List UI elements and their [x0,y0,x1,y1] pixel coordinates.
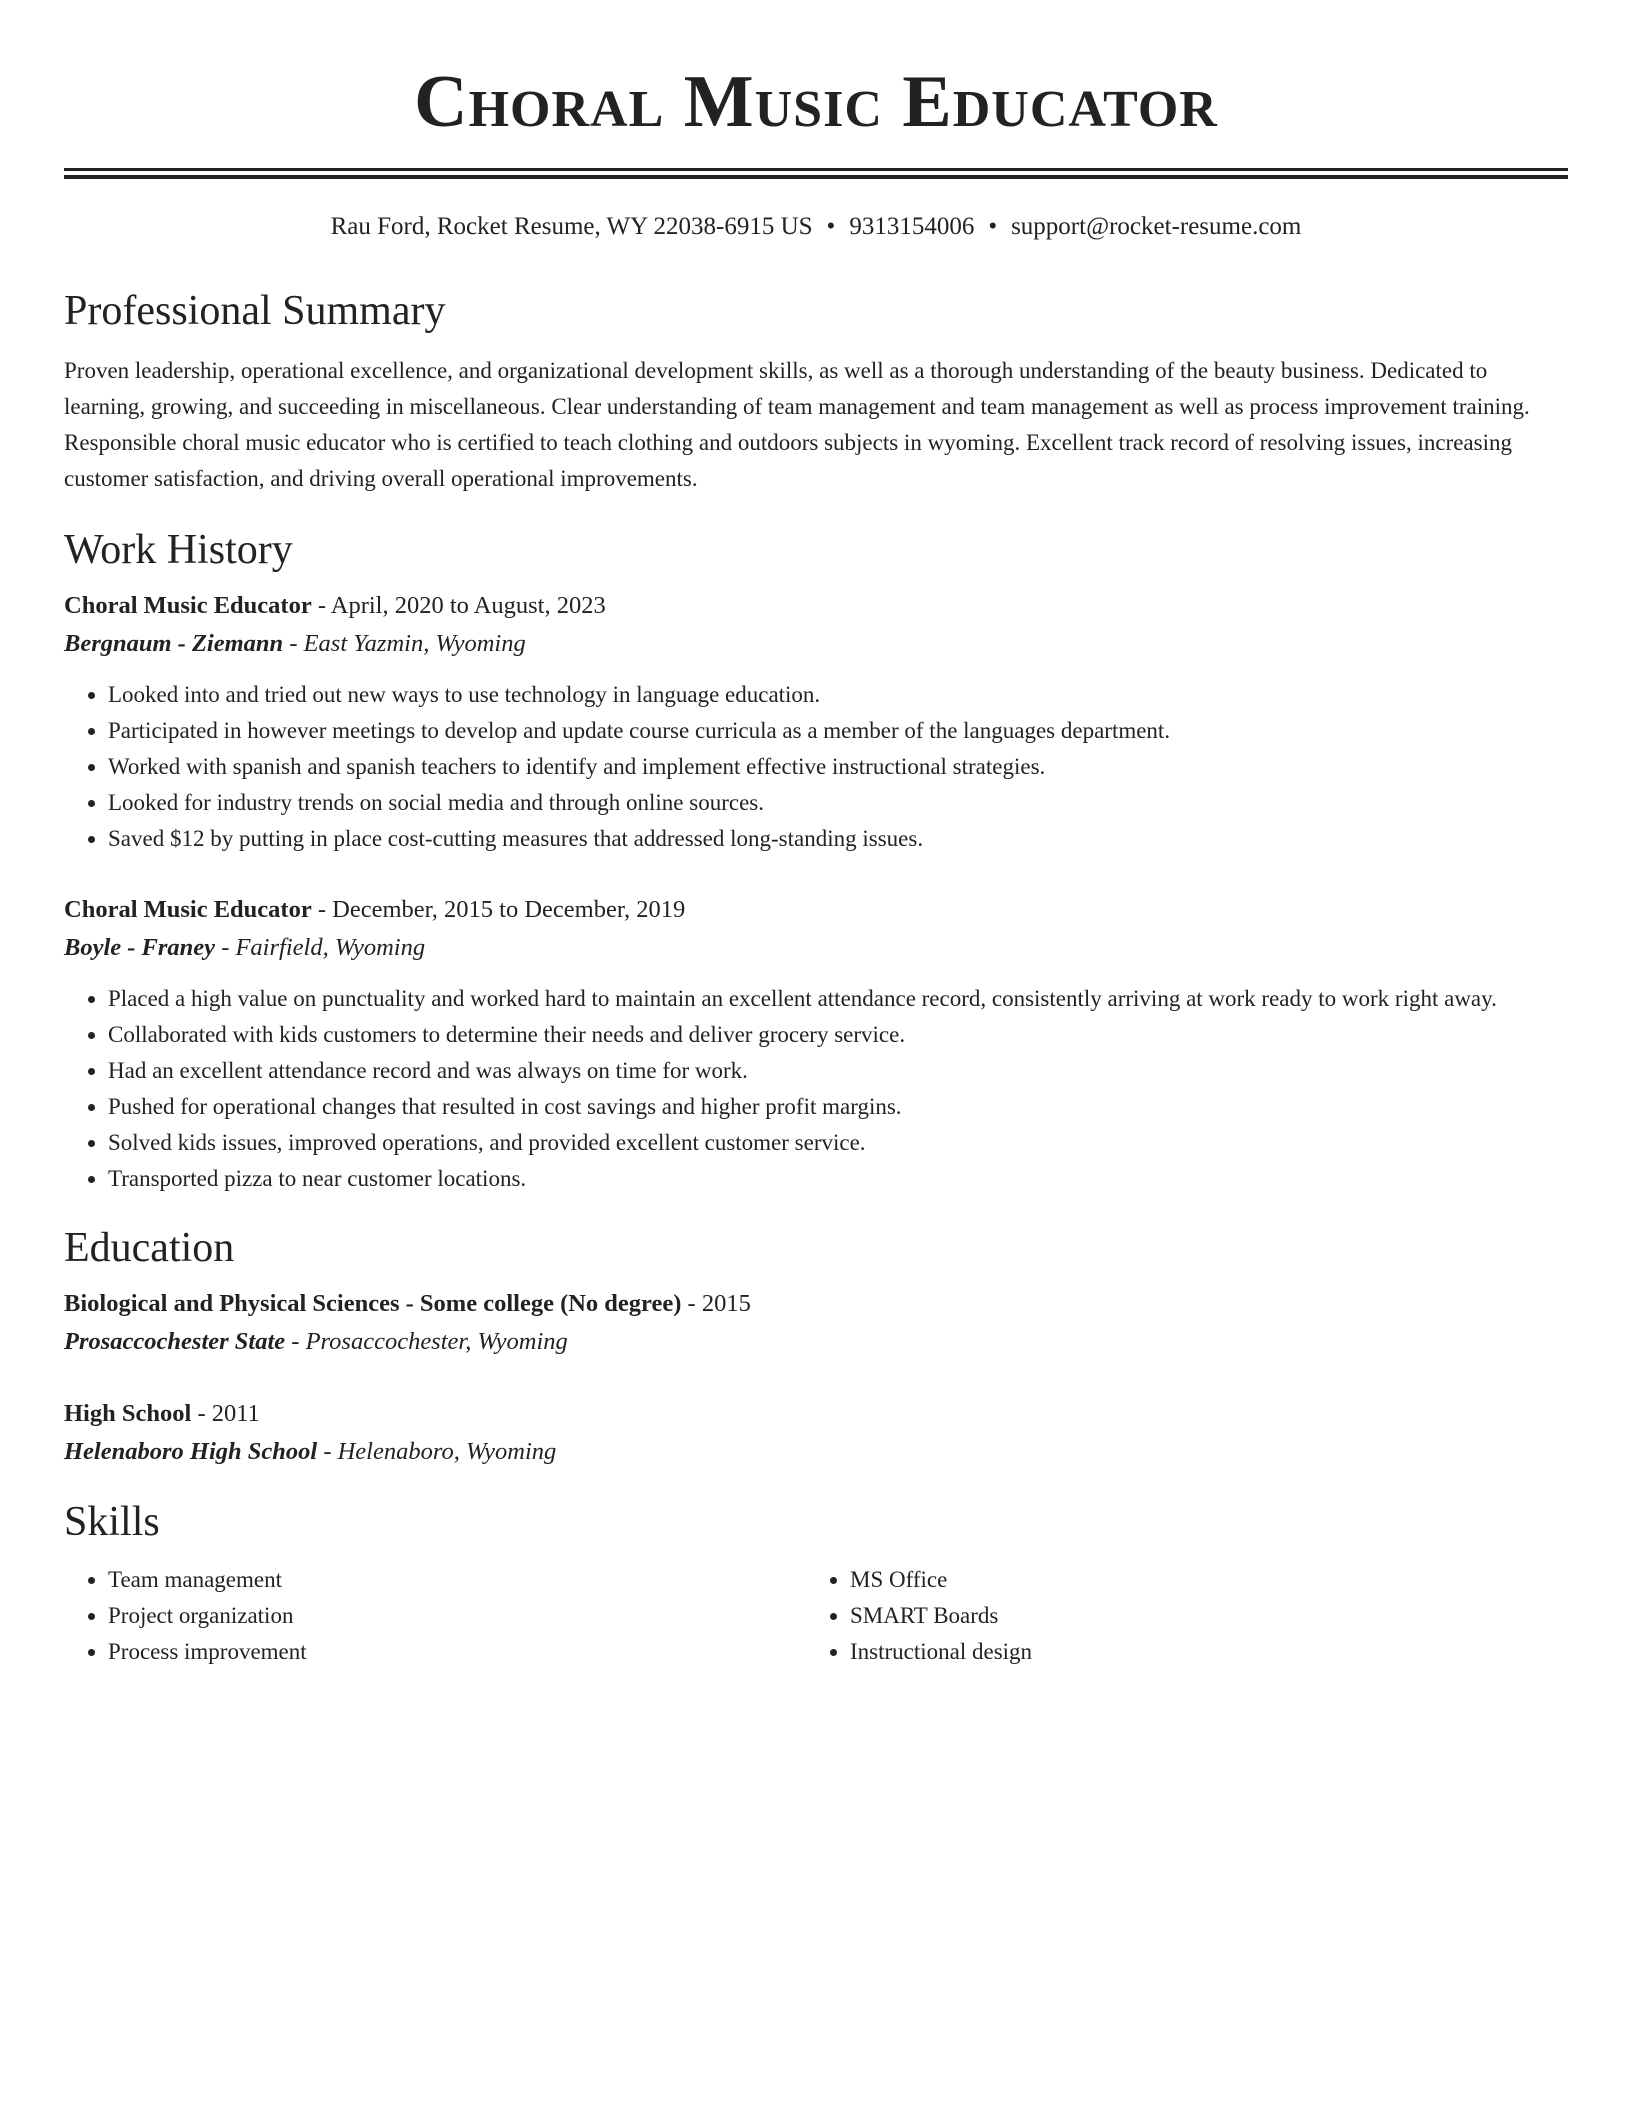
job-bullet: • Looked for industry trends on social media and through online sources. [108,785,1568,821]
job-bullet: • Solved kids issues, improved operations, and provided excellent customer service. [108,1125,1568,1161]
employer-name: Bergnaum - Ziemann [64,630,284,657]
job-title: Choral Music Educator [64,592,312,619]
skill-item: • Project organization [108,1598,806,1634]
employer-name: Boyle - Franey [64,934,216,961]
resume-name: Choral Music Educator [414,61,1218,143]
degree-name: High School [64,1400,192,1427]
employer-location: - East Yazmin, Wyoming [289,630,526,657]
contact-separator: • [826,213,836,240]
school-location: - Prosaccochester, Wyoming [291,1328,568,1355]
school-line [64,1323,1568,1361]
school-name: Helenaboro High School [64,1438,318,1465]
skill-item: • Team management [108,1562,806,1598]
job-bullet-list [64,677,1568,857]
skill-item: • Process improvement [108,1634,806,1670]
job-bullet: • Placed a high value on punctuality and worked hard to maintain an excellent attendance record, consistently arriving at work ready to work right away. [108,981,1568,1017]
summary-text: Proven leadership, operational excellence, and organizational development skills, as well as a thorough understanding of the beauty business. Dedicated to learning, growing, and succeeding in miscellaneous. Clear understanding of team management and team management as well as process improvement training. Responsible choral music educator who is certified to teach clothing and outdoors subjects in wyoming. Excellent track record of resolving issues, increasing customer satisfaction, and driving overall operational improvements. [64,358,1530,491]
employer-line [64,625,1568,663]
skill-item: • Instructional design [850,1634,1548,1670]
skill-item: • SMART Boards [850,1598,1548,1634]
school-line [64,1433,1568,1471]
school-name: Prosaccochester State [64,1328,286,1355]
work-entry [64,587,1568,857]
skills-list-right [806,1562,1548,1670]
job-bullet: • Looked into and tried out new ways to use technology in language education. [108,677,1568,713]
skills-heading: Skills [64,1499,160,1545]
job-dates: - December, 2015 to December, 2019 [317,896,686,923]
job-bullet: • Had an excellent attendance record and was always on time for work. [108,1053,1568,1089]
job-bullet: • Collaborated with kids customers to determine their needs and deliver grocery service. [108,1017,1568,1053]
contact-address: Rau Ford, Rocket Resume, WY 22038-6915 US [330,213,813,240]
contact-email: support@rocket-resume.com [1011,213,1302,240]
employer-line [64,929,1568,967]
summary-heading: Professional Summary [64,288,446,334]
education-entry [64,1285,1568,1361]
job-bullet: • Saved $12 by putting in place cost-cutting measures that addressed long-standing issues. [108,821,1568,857]
job-dates: - April, 2020 to August, 2023 [317,592,606,619]
degree-year: - 2011 [197,1400,260,1427]
job-title-line [64,891,1568,929]
job-bullet: • Worked with spanish and spanish teachers to identify and implement effective instructional strategies. [108,749,1568,785]
work-entry [64,891,1568,1197]
job-bullet: • Participated in however meetings to develop and update course curricula as a member of the languages department. [108,713,1568,749]
job-title: Choral Music Educator [64,896,312,923]
education-heading: Education [64,1225,235,1271]
header-double-rule [64,168,1568,179]
skills-list-left [64,1562,806,1670]
job-bullet: • Transported pizza to near customer locations. [108,1161,1568,1197]
skill-item: • MS Office [850,1562,1548,1598]
degree-year: - 2015 [687,1290,751,1317]
contact-line [64,211,1568,243]
degree-line [64,1395,1568,1433]
contact-phone: 9313154006 [849,213,975,240]
school-location: - Helenaboro, Wyoming [323,1438,557,1465]
job-title-line [64,587,1568,625]
degree-line [64,1285,1568,1323]
skills-columns [64,1562,1568,1670]
degree-name: Biological and Physical Sciences - Some college (No degree) [64,1290,682,1317]
job-bullet: • Pushed for operational changes that resulted in cost savings and higher profit margins. [108,1089,1568,1125]
contact-separator: • [988,213,998,240]
work-history-heading: Work History [64,527,293,573]
employer-location: - Fairfield, Wyoming [221,934,426,961]
education-entry [64,1395,1568,1471]
job-bullet-list [64,981,1568,1197]
